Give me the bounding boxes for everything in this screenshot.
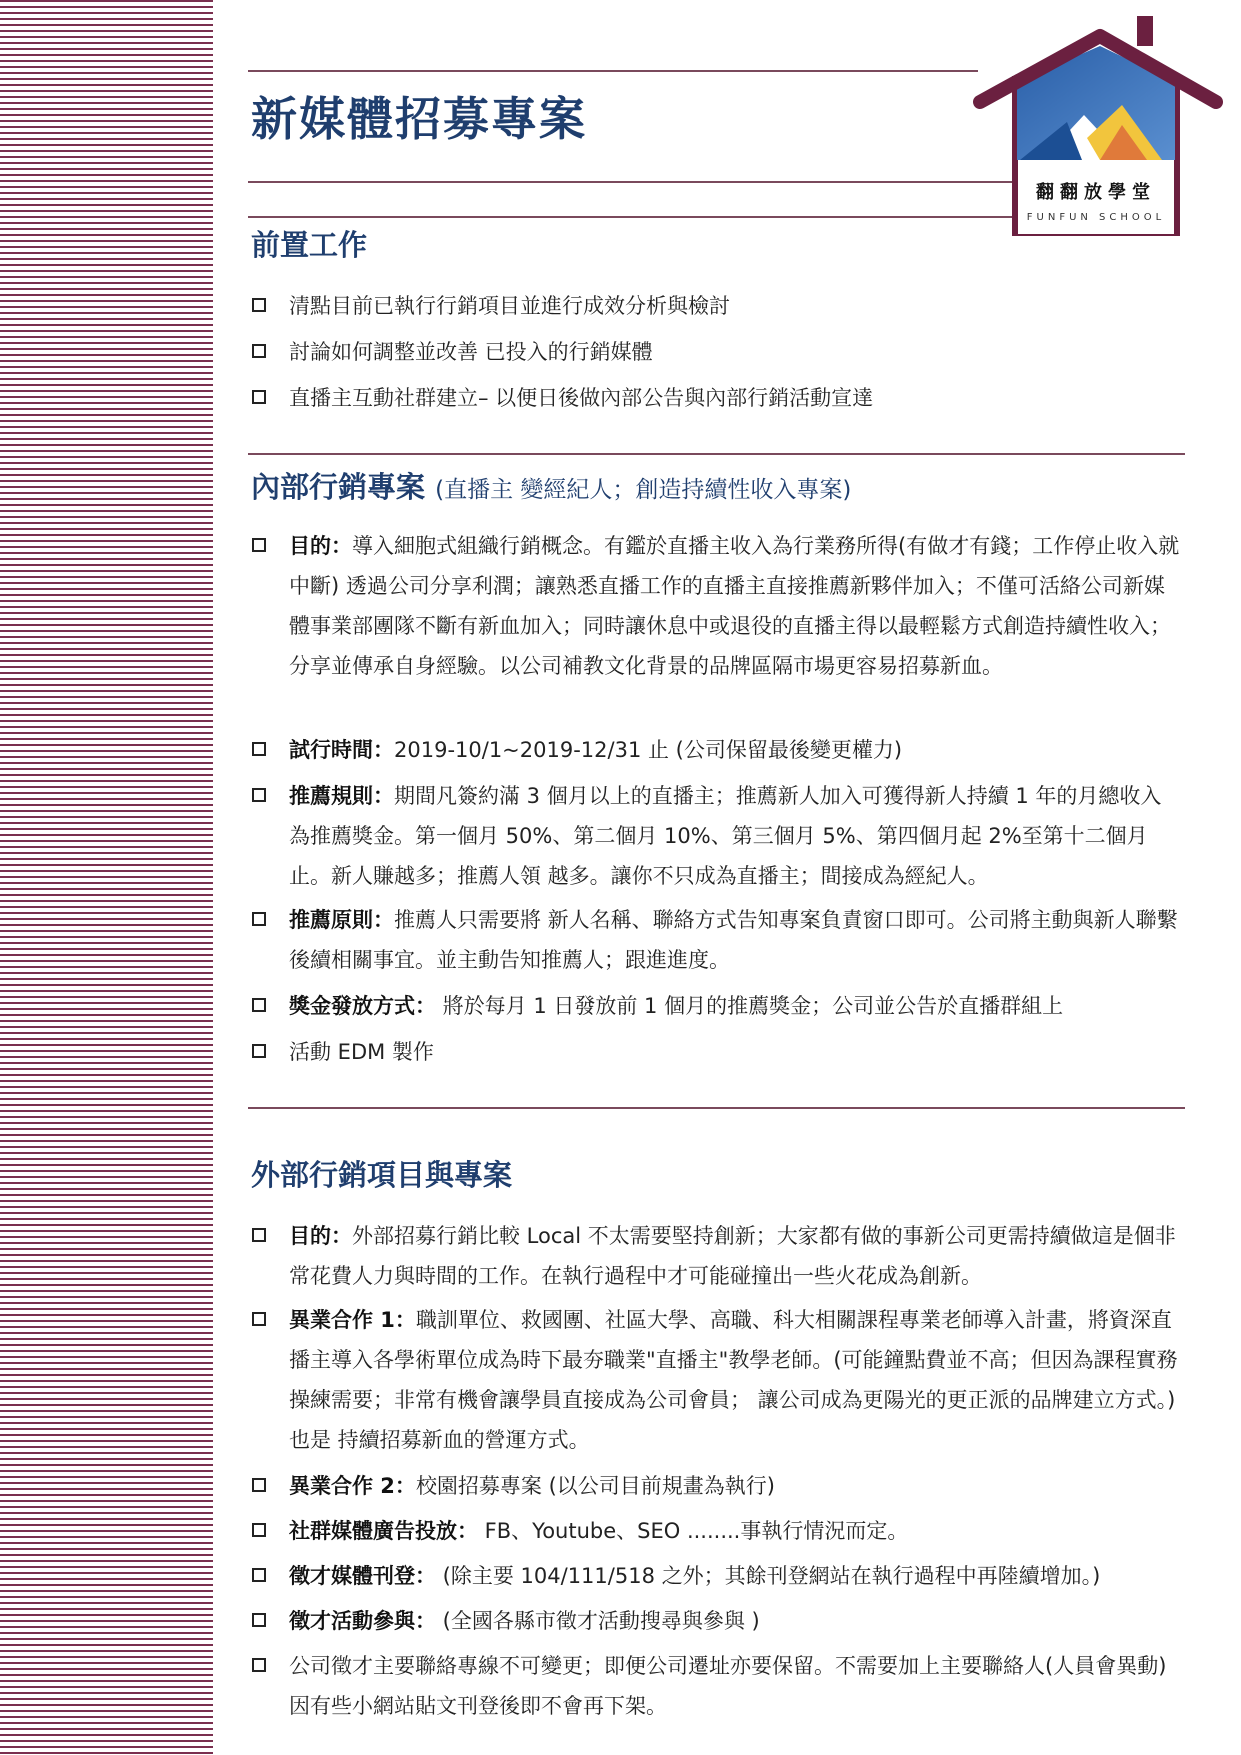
title-bottom-rule — [248, 181, 1018, 183]
checkbox-icon[interactable] — [252, 390, 266, 404]
checklist-item: 目的：導入細胞式組織行銷概念。有鑑於直播主收入為行業務所得(有做才有錢；工作停止收入就中斷) 透過公司分享利潤；讓熟悉直播工作的直播主直接推薦新夥伴加入；不僅可活絡公司新媒體事業部團隊不斷有新血加入；同時讓休息中或退役的直播主得以最輕鬆方式創造持續性收入；分享並傳承自身經驗。以公司補教文化背景的品牌區隔市場更容易招募新血。 — [252, 526, 1182, 686]
checkbox-icon[interactable] — [252, 1568, 266, 1582]
checklist-item: 異業合作 2：校園招募專案 (以公司目前規畫為執行) — [252, 1466, 1182, 1506]
checklist-item: 試行時間：2019-10/1~2019-12/31 止 (公司保留最後變更權力) — [252, 730, 1182, 770]
logo-name-zh: 翻翻放學堂 — [1036, 182, 1156, 203]
checklist-item: 徵才活動參與： (全國各縣市徵才活動搜尋與參與 ) — [252, 1601, 1182, 1641]
checklist-item: 推薦原則：推薦人只需要將 新人名稱、聯絡方式告知專案負責窗口即可。公司將主動與新人聯繫後續相關事宜。並主動告知推薦人；跟進進度。 — [252, 900, 1182, 980]
funfun-school-logo — [972, 10, 1224, 238]
checklist-item: 清點目前已執行行銷項目並進行成效分析與檢討 — [252, 286, 1182, 326]
section-heading-prep: 前置工作 — [251, 228, 368, 262]
checkbox-icon[interactable] — [252, 1044, 266, 1058]
checklist-item: 目的：外部招募行銷比較 Local 不太需要堅持創新；大家都有做的事新公司更需持續做這是個非常花費人力與時間的工作。在執行過程中才可能碰撞出一些火花成為創新。 — [252, 1216, 1182, 1296]
house-logo-icon — [972, 10, 1224, 238]
checkbox-icon[interactable] — [252, 1312, 266, 1326]
checkbox-icon[interactable] — [252, 538, 266, 552]
checklist-item: 獎金發放方式： 將於每月 1 日發放前 1 個月的推薦獎金；公司並公告於直播群組上 — [252, 986, 1182, 1026]
checkbox-icon[interactable] — [252, 1523, 266, 1537]
logo-name-en: FUNFUN SCHOOL — [1026, 212, 1166, 223]
page-title: 新媒體招募專案 — [251, 92, 587, 146]
checkbox-icon[interactable] — [252, 298, 266, 312]
title-top-rule — [248, 70, 978, 72]
checkbox-icon[interactable] — [252, 1478, 266, 1492]
checkbox-icon[interactable] — [252, 1613, 266, 1627]
checklist-item: 徵才媒體刊登： (除主要 104/111/518 之外；其餘刊登網站在執行過程中再陸續增加。) — [252, 1556, 1182, 1596]
checklist-item: 社群媒體廣告投放： FB、Youtube、SEO ........事執行情況而定。 — [252, 1511, 1182, 1551]
checkbox-icon[interactable] — [252, 912, 266, 926]
section-3-rule — [248, 1107, 1185, 1109]
checkbox-icon[interactable] — [252, 998, 266, 1012]
section-2-rule — [248, 453, 1185, 455]
section-subheading: (直播主 變經紀人；創造持續性收入專案) — [435, 477, 852, 503]
checkbox-icon[interactable] — [252, 344, 266, 358]
checklist-item: 討論如何調整並改善 已投入的行銷媒體 — [252, 332, 1182, 372]
checkbox-icon[interactable] — [252, 788, 266, 802]
section-1-rule — [248, 216, 1018, 218]
checkbox-icon[interactable] — [252, 1658, 266, 1672]
section-heading-external: 外部行銷項目與專案 — [251, 1158, 513, 1192]
decorative-stripe-bar — [0, 0, 213, 1755]
checklist-item: 推薦規則：期間凡簽約滿 3 個月以上的直播主；推薦新人加入可獲得新人持續 1 年的月總收入為推薦獎金。第一個月 50%、第二個月 10%、第三個月 5%、第四個月起 2%至第十二個月止。新人賺越多；推薦人領 越多。讓你不只成為直播主；間接成為經紀人。 — [252, 776, 1182, 896]
section-heading-internal: 內部行銷專案 (直播主 變經紀人；創造持續性收入專案) — [251, 470, 852, 504]
checklist-item: 直播主互動社群建立– 以便日後做內部公告與內部行銷活動宣達 — [252, 378, 1182, 418]
checklist-item: 公司徵才主要聯絡專線不可變更；即便公司遷址亦要保留。不需要加上主要聯絡人(人員會異動)因有些小網站貼文刊登後即不會再下架。 — [252, 1646, 1182, 1726]
checklist-item: 活動 EDM 製作 — [252, 1032, 1182, 1072]
checkbox-icon[interactable] — [252, 1228, 266, 1242]
checkbox-icon[interactable] — [252, 742, 266, 756]
checklist-item: 異業合作 1：職訓單位、救國團、社區大學、高職、科大相關課程專業老師導入計畫，將資深直播主導入各學術單位成為時下最夯職業"直播主"教學老師。(可能鐘點費並不高；但因為課程實務操練需要；非常有機會讓學員直接成為公司會員； 讓公司成為更陽光的更正派的品牌建立方式。) 也是 持續招募新血的營運方式。 — [252, 1300, 1182, 1460]
